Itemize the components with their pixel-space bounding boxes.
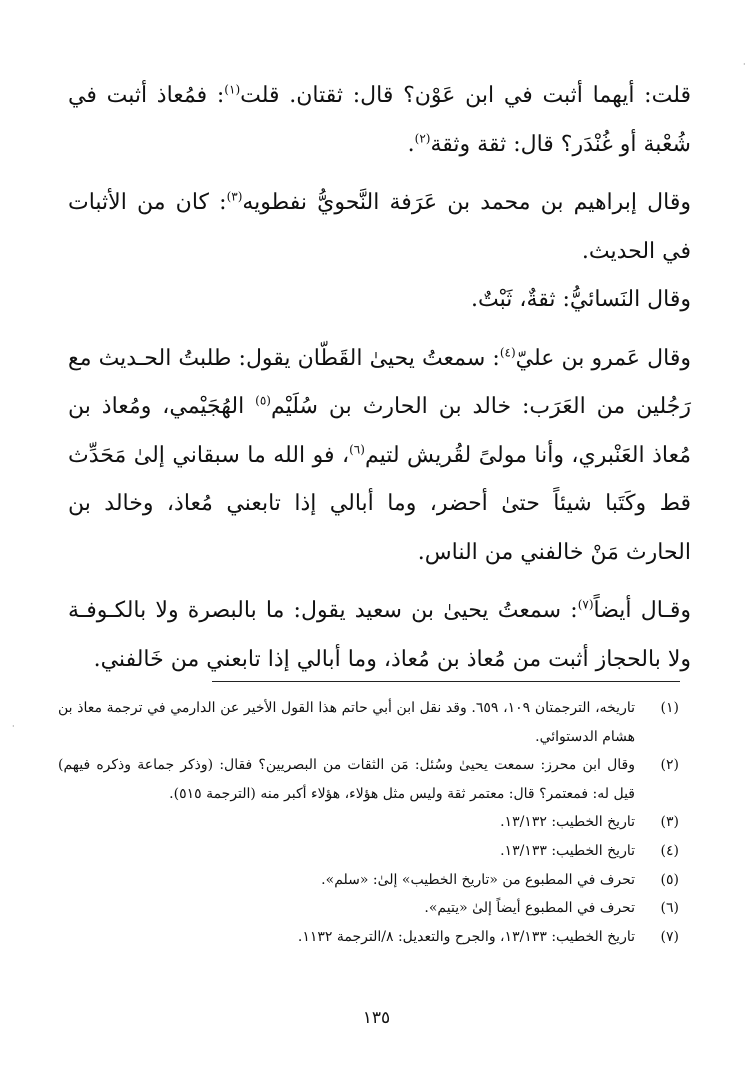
footnote-text: تحرف في المطبوع أيضاً إلىٰ «يتيم».	[424, 900, 635, 917]
paragraph-1	[68, 72, 691, 169]
footnote	[58, 837, 679, 866]
paragraph-text: : كان من الأثبات في الحديث.	[68, 190, 691, 264]
footnote-ref: (١)	[224, 82, 241, 97]
footnote-text: تاريخه، الترجمتان ١٠٩، ٦٥٩. وقد نقل ابن أبي حاتم هذا القول الأخير عن الدارمي في ترجمة معاذ بن هشام الدستوائي.	[58, 700, 635, 745]
paragraph-2	[68, 179, 691, 276]
footnote	[58, 923, 679, 952]
paragraph-text: الهُجَيْمي، ومُعاذ بن مُعاذ العَنْبري، وأنا مولىً لقُريش لتيم	[68, 394, 691, 468]
footnote	[58, 808, 679, 837]
paragraph-text: ، فو الله ما سبقاني إلىٰ مَحَدِّث قط وكَتَبا شيئاً حتىٰ أحضر، وما أبالي إذا تابعني مُعاذ، وخالد بن الحارث مَنْ خالفني من الناس.	[68, 442, 691, 565]
footnote	[58, 751, 679, 808]
footnote-text: تاريخ الخطيب: ١٣/١٣٣.	[500, 842, 635, 859]
footnote-number: (٥)	[660, 871, 679, 888]
paragraph-text: : سمعتُ يحيىٰ بن سعيد يقول: ما بالبصرة ولا بالكـوفـة ولا بالحجاز أثبت من مُعاذ بن مُعاذ، وما أبالي إذا تابعني من خَالفني.	[68, 598, 691, 672]
footnote-text: تاريخ الخطيب: ١٣/١٣٣، والجرح والتعديل: ٨/الترجمة ١١٣٢.	[297, 928, 635, 945]
footnote-number: (٦)	[660, 900, 679, 917]
footnote-number: (٤)	[660, 842, 679, 859]
paragraph-text: وقـال أيضاً	[593, 598, 691, 623]
footnote-number: (١)	[660, 700, 679, 716]
page-number: ١٣٥	[362, 1008, 391, 1028]
footnote-separator	[212, 681, 680, 682]
paragraph-text: وقال عَمرو بن عليّ	[515, 345, 691, 371]
footnotes	[58, 694, 679, 951]
footnote-ref: (٤)	[499, 345, 516, 360]
footnote-ref: (٧)	[577, 597, 594, 612]
scan-speck: ·	[12, 722, 15, 731]
footnote-text: تاريخ الخطيب: ١٣/١٣٢.	[500, 814, 635, 831]
paragraph-3	[68, 276, 691, 325]
paragraph-text: وقال النَسائيُّ: ثقةٌ، ثَبْتٌ.	[471, 287, 691, 312]
main-text	[68, 72, 691, 684]
footnote	[58, 694, 679, 751]
footnote-text: وقال ابن محرز: سمعت يحيىٰ وسُئل: مَن الثقات من البصريين؟ فقال: (وذكر جماعة وذكره فيهم) قيل له: فمعتمر؟ قال: معتمر ثقة وليس مثل هؤلاء، هؤلاء أكبر منه (الترجمة ٥١٥).	[58, 757, 635, 802]
paragraph-5	[68, 587, 691, 684]
footnote	[58, 894, 679, 923]
paragraph-text: وقال إبراهيم بن محمد بن عَرَفة النَّحويُّ نفطويه	[242, 190, 692, 215]
footnote-ref: (٥)	[255, 393, 271, 408]
footnote-ref: (٢)	[414, 131, 431, 146]
footnote-ref: (٦)	[349, 442, 365, 457]
paragraph-text: قلت: أيهما أثبت في ابن عَوْن؟ قال: ثقتان. قلت	[240, 83, 691, 108]
paragraph-text: : فمُعاذ أثبت في شُعْبة أو غُنْدَر؟ قال: ثقة وثقة	[68, 83, 691, 157]
paragraph-text: .	[407, 131, 415, 157]
footnote-number: (٣)	[660, 814, 679, 831]
paragraph-text: : سمعتُ يحيىٰ القَطّان يقول: طلبتُ الحـديث مع رَجُلين من العَرَب: خالد بن الحارث بن سُلَيْم	[68, 345, 691, 419]
footnote-text: تحرف في المطبوع من «تاريخ الخطيب» إلىٰ: «سلم».	[321, 871, 635, 888]
footnote	[58, 866, 679, 895]
paragraph-4	[68, 335, 691, 578]
scan-speck: ·	[743, 60, 746, 69]
footnote-number: (٢)	[660, 757, 679, 774]
footnote-number: (٧)	[660, 928, 679, 945]
footnote-ref: (٣)	[226, 189, 243, 204]
